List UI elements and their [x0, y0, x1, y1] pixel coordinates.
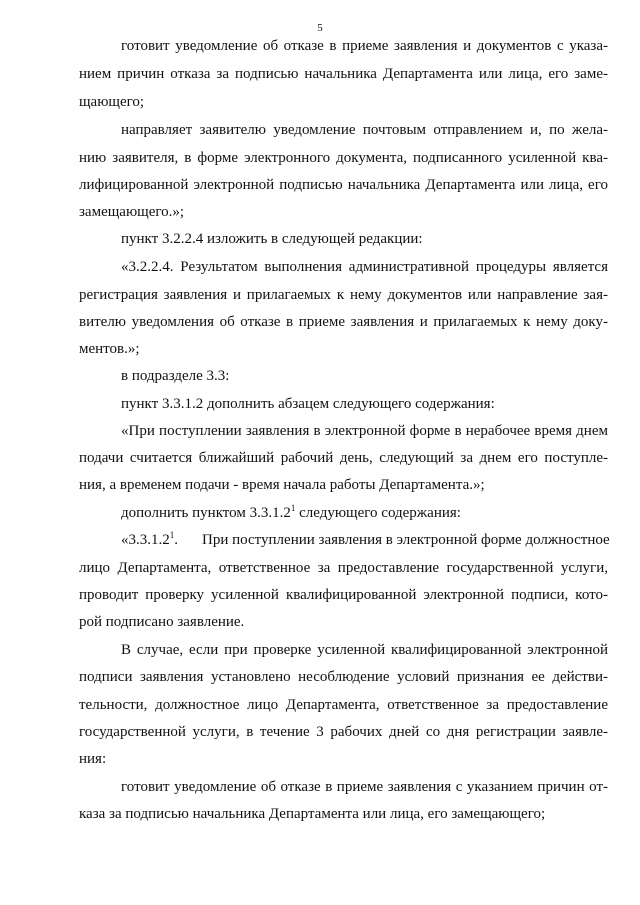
paragraph-line: щающего; [79, 94, 145, 110]
paragraph-line: ния: [79, 751, 107, 767]
paragraph-line: замещающего.»; [79, 204, 185, 220]
paragraph-line: подачи считается ближайший рабочий день, следующий за днем его поступле- [79, 450, 608, 466]
paragraph-line: готовит уведомление об отказе в приеме заявления и документов с указа- [121, 38, 608, 54]
paragraph-line: готовит уведомление об отказе в приеме заявления с указанием причин от- [121, 779, 608, 795]
page-number: 5 [317, 22, 323, 34]
superscript: 1 [169, 530, 175, 540]
paragraph-line: ния, а временем подачи - время начала работы Департамента.»; [79, 477, 485, 493]
paragraph-line [121, 531, 178, 549]
paragraph-line: пункт 3.3.1.2 дополнить абзацем следующего содержания: [121, 396, 495, 412]
superscript: 1 [290, 503, 296, 513]
paragraph-line: нию заявителя, в форме электронного документа, подписанного усиленной ква- [79, 150, 608, 166]
paragraph-line: тельности, должностное лицо Департамента, ответственное за предоставление [79, 697, 608, 713]
line-text: дополнить пунктом 3.3.1.2 [121, 505, 291, 521]
paragraph-line: нием причин отказа за подписью начальника Департамента или лица, его заме- [79, 66, 608, 82]
paragraph-line: направляет заявителю уведомление почтовым отправлением и, по жела- [121, 122, 608, 138]
paragraph-line: в подразделе 3.3: [121, 368, 230, 384]
paragraph-line: ментов.»; [79, 341, 140, 357]
paragraph-line: лицо Департамента, ответственное за предоставление государственной услуги, [79, 560, 608, 576]
paragraph-line: каза за подписью начальника Департамента или лица, его замещающего; [79, 806, 546, 822]
paragraph-line: лифицированной электронной подписью начальника Департамента или лица, его [79, 177, 608, 193]
paragraph-line: регистрация заявления и прилагаемых к нему документов или направление зая- [79, 287, 608, 303]
paragraph-line: В случае, если при проверке усиленной квалифицированной электронной [121, 642, 608, 658]
item-number: «3.3.1.2 [121, 532, 170, 548]
paragraph-line [121, 504, 461, 522]
paragraph-line: вителю уведомления об отказе в приеме заявления и прилагаемых к нему доку- [79, 314, 608, 330]
item-number-dot: . [174, 532, 178, 548]
paragraph-line: «3.2.2.4. Результатом выполнения административной процедуры является [121, 259, 608, 275]
paragraph-line: проводит проверку усиленной квалифицированной электронной подписи, кото- [79, 587, 608, 603]
paragraph-line: «При поступлении заявления в электронной форме в нерабочее время днем [121, 423, 608, 439]
paragraph-line: рой подписано заявление. [79, 614, 245, 630]
line-text: следующего содержания: [295, 505, 461, 521]
paragraph-line: подписи заявления установлено несоблюдение условий признания ее действи- [79, 669, 608, 685]
paragraph-line: государственной услуги, в течение 3 рабочих дней со дня регистрации заявле- [79, 724, 608, 740]
paragraph-line: При поступлении заявления в электронной форме должностное [202, 532, 610, 548]
paragraph-line: пункт 3.2.2.4 изложить в следующей редакции: [121, 231, 423, 247]
